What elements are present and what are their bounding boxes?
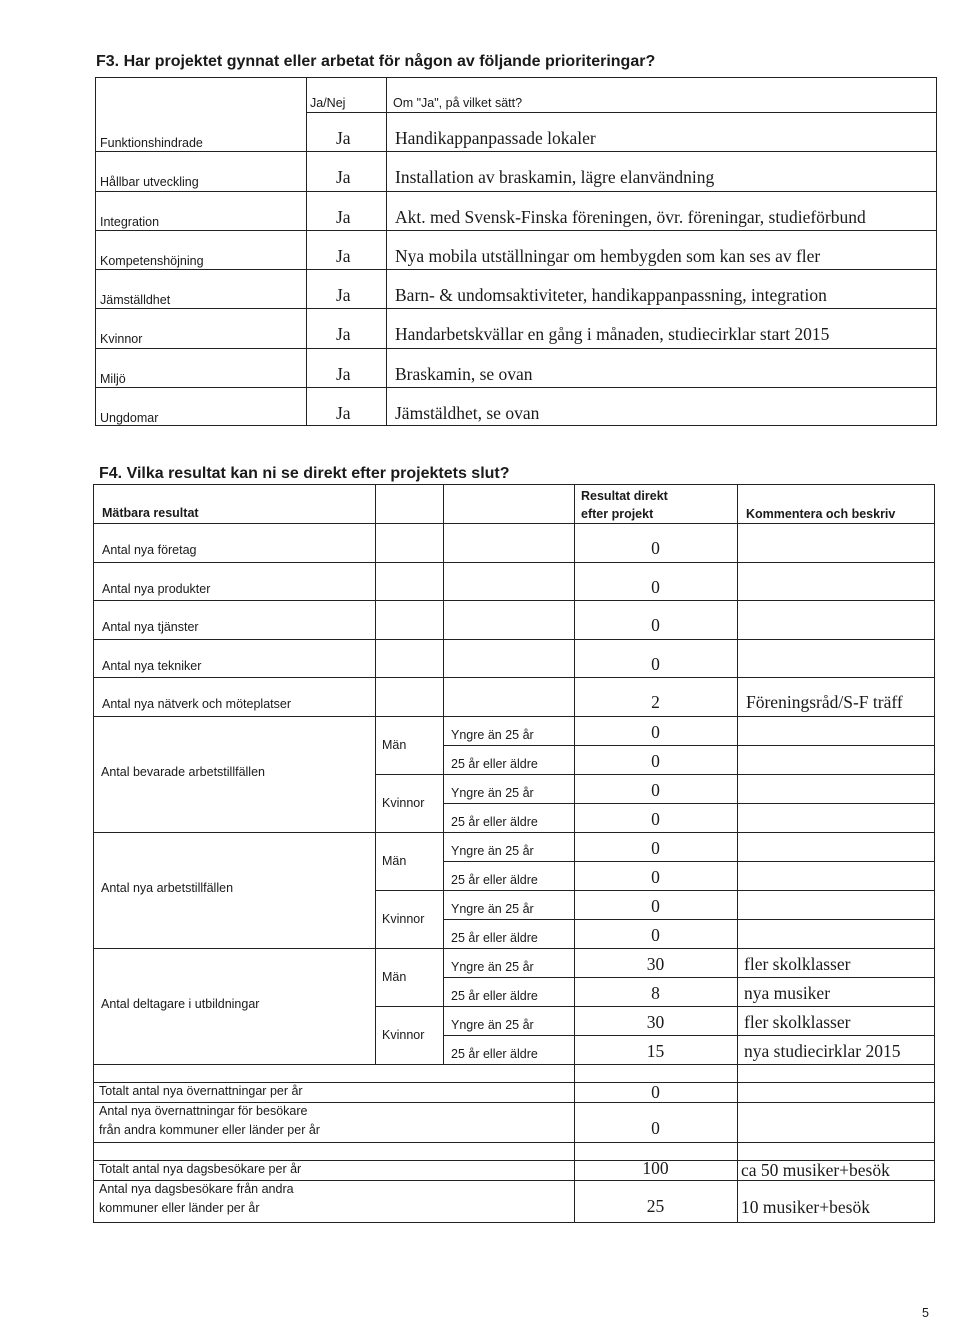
f3-row-answer: Ja (336, 324, 351, 344)
f4-col-matbara: Mätbara resultat (102, 506, 199, 520)
f4-group-label: Antal nya arbetstillfällen (101, 881, 234, 895)
f4-row-label: Antal nya tekniker (102, 659, 202, 673)
f4-sub-line (443, 861, 935, 862)
f4-sub-line (443, 977, 935, 978)
f4-divider (737, 484, 738, 1223)
f3-row-line (95, 308, 937, 309)
f3-row-label: Integration (100, 215, 160, 229)
f4-age-value: 0 (651, 925, 660, 945)
f4-age-value: 30 (646, 1012, 665, 1032)
f3-row-label: Miljö (100, 372, 126, 386)
f4-age-value: 0 (651, 722, 660, 742)
f4-age-value: 15 (646, 1041, 665, 1061)
f3-header-line (306, 112, 937, 113)
f3-row-how: Braskamin, se ovan (395, 364, 533, 384)
f4-sub-line (443, 919, 935, 920)
f3-row-answer: Ja (336, 364, 351, 384)
f4-row-line (93, 1180, 935, 1181)
f4-age-label: 25 år eller äldre (451, 989, 538, 1003)
f3-row-answer: Ja (336, 167, 351, 187)
f4-overnight-value: 0 (651, 1118, 660, 1138)
f3-row-how: Installation av braskamin, lägre elanvändning (395, 167, 715, 187)
f3-row-how: Nya mobila utställningar om hembygden som kan ses av fler (395, 246, 821, 266)
f4-row-label: Antal nya företag (102, 543, 197, 557)
f3-row-line (95, 387, 937, 388)
f4-overnight-line1: Totalt antal nya övernattningar per år (99, 1084, 303, 1098)
f4-age-value: 30 (646, 954, 665, 974)
f4-header-line (93, 523, 935, 524)
f4-col-resultat-2: efter projekt (581, 507, 654, 521)
f4-dayvisit-line1: Totalt antal nya dagsbesökare per år (99, 1162, 302, 1176)
f4-row-line (93, 677, 935, 678)
f4-gender-line (375, 1006, 935, 1007)
f4-overnight-value: 0 (651, 1082, 660, 1102)
f4-age-label: Yngre än 25 år (451, 960, 534, 974)
f4-gender-label: Kvinnor (382, 912, 425, 926)
f3-col-janej: Ja/Nej (310, 96, 346, 110)
f4-row-value: 2 (651, 692, 660, 712)
f4-age-value: 0 (651, 838, 660, 858)
f4-age-value: 0 (651, 751, 660, 771)
f3-row-answer: Ja (336, 207, 351, 227)
f4-gender-line (375, 774, 935, 775)
f4-sub-line (443, 1035, 935, 1036)
f4-dayvisit-value: 25 (646, 1196, 665, 1216)
f4-age-value: 0 (651, 896, 660, 916)
f4-section-line (93, 1064, 935, 1065)
f3-row-answer: Ja (336, 246, 351, 266)
f4-row-label: Antal nya produkter (102, 582, 211, 596)
f3-divider (386, 77, 387, 426)
f3-row-answer: Ja (336, 128, 351, 148)
f4-sub-line (443, 745, 935, 746)
f3-row-label: Kvinnor (100, 332, 143, 346)
f4-row-comment: Föreningsråd/S-F träff (746, 692, 903, 712)
f3-title: F3. Har projektet gynnat eller arbetat för någon av följande prioriteringar? (96, 53, 656, 70)
f4-row-value: 0 (651, 615, 660, 635)
f4-age-label: Yngre än 25 år (451, 844, 534, 858)
f3-divider (306, 77, 307, 426)
f4-age-value: 0 (651, 867, 660, 887)
page-number: 5 (922, 1306, 929, 1320)
f4-age-comment: fler skolklasser (744, 1012, 851, 1032)
f4-age-label: 25 år eller äldre (451, 931, 538, 945)
f4-age-comment: fler skolklasser (744, 954, 851, 974)
f4-gender-label: Män (382, 854, 407, 868)
f4-row-label: Antal nya tjänster (102, 620, 199, 634)
f4-dayvisit-value: 100 (642, 1158, 669, 1178)
f4-overnight-line1: Antal nya övernattningar för besökare (99, 1104, 308, 1118)
f3-row-line (95, 151, 937, 152)
f3-row-how: Akt. med Svensk-Finska föreningen, övr. föreningar, studieförbund (395, 207, 866, 227)
f4-group-line (93, 832, 935, 833)
f3-col-how: Om "Ja", på vilket sätt? (393, 96, 523, 110)
f4-age-comment: nya musiker (744, 983, 831, 1003)
f4-gender-label: Män (382, 738, 407, 752)
f4-gender-label: Kvinnor (382, 796, 425, 810)
f3-row-how: Jämstäldhet, se ovan (395, 403, 540, 423)
f4-age-label: 25 år eller äldre (451, 873, 538, 887)
f3-row-how: Handarbetskvällar en gång i månaden, studiecirklar start 2015 (395, 324, 830, 344)
f4-group-label: Antal deltagare i utbildningar (101, 997, 260, 1011)
f4-dayvisit-line1: Antal nya dagsbesökare från andra (99, 1182, 294, 1196)
f4-age-label: Yngre än 25 år (451, 786, 534, 800)
f3-row-line (95, 191, 937, 192)
f4-col-kommentera: Kommentera och beskriv (746, 507, 896, 521)
f4-row-value: 0 (651, 538, 660, 558)
f4-age-label: 25 år eller äldre (451, 1047, 538, 1061)
f3-row-answer: Ja (336, 403, 351, 423)
f4-row-label: Antal nya nätverk och möteplatser (102, 697, 291, 711)
f3-row-line (95, 269, 937, 270)
f4-title: F4. Vilka resultat kan ni se direkt efter projektets slut? (99, 465, 510, 482)
f4-age-label: Yngre än 25 år (451, 902, 534, 916)
f4-row-line (93, 1102, 935, 1103)
f3-row-answer: Ja (336, 285, 351, 305)
f4-age-value: 0 (651, 809, 660, 829)
f4-age-value: 8 (651, 983, 660, 1003)
f4-row-line (93, 600, 935, 601)
f3-row-how: Barn- & undomsaktiviteter, handikappanpassning, integration (395, 285, 827, 305)
f4-row-value: 0 (651, 654, 660, 674)
f4-section-line (93, 1082, 935, 1083)
f4-age-label: Yngre än 25 år (451, 1018, 534, 1032)
f4-age-value: 0 (651, 780, 660, 800)
f4-row-line (93, 639, 935, 640)
f3-row-label: Hållbar utveckling (100, 175, 199, 189)
f3-row-line (95, 348, 937, 349)
f4-group-line (93, 948, 935, 949)
f3-row-how: Handikappanpassade lokaler (395, 128, 596, 148)
f4-group-label: Antal bevarade arbetstillfällen (101, 765, 265, 779)
f4-gender-line (375, 890, 935, 891)
f4-age-label: Yngre än 25 år (451, 728, 534, 742)
f3-row-label: Funktionshindrade (100, 136, 203, 150)
f3-row-label: Ungdomar (100, 411, 159, 425)
f4-age-label: 25 år eller äldre (451, 815, 538, 829)
f3-row-line (95, 230, 937, 231)
f4-gender-label: Män (382, 970, 407, 984)
f4-row-line (93, 562, 935, 563)
f4-dayvisit-comment: ca 50 musiker+besök (741, 1160, 890, 1180)
f4-group-line (93, 716, 935, 717)
f3-row-label: Jämställdhet (100, 293, 171, 307)
f4-row-value: 0 (651, 577, 660, 597)
f4-dayvisit-line2: kommuner eller länder per år (99, 1201, 260, 1215)
f4-section-line (93, 1142, 935, 1143)
f4-age-label: 25 år eller äldre (451, 757, 538, 771)
f4-dayvisit-comment: 10 musiker+besök (741, 1197, 870, 1217)
f4-sub-line (443, 803, 935, 804)
f3-row-label: Kompetenshöjning (100, 254, 204, 268)
f4-overnight-line2: från andra kommuner eller länder per år (99, 1123, 320, 1137)
f4-gender-label: Kvinnor (382, 1028, 425, 1042)
f4-age-comment: nya studiecirklar 2015 (744, 1041, 901, 1061)
f4-col-resultat-1: Resultat direkt (581, 489, 668, 503)
